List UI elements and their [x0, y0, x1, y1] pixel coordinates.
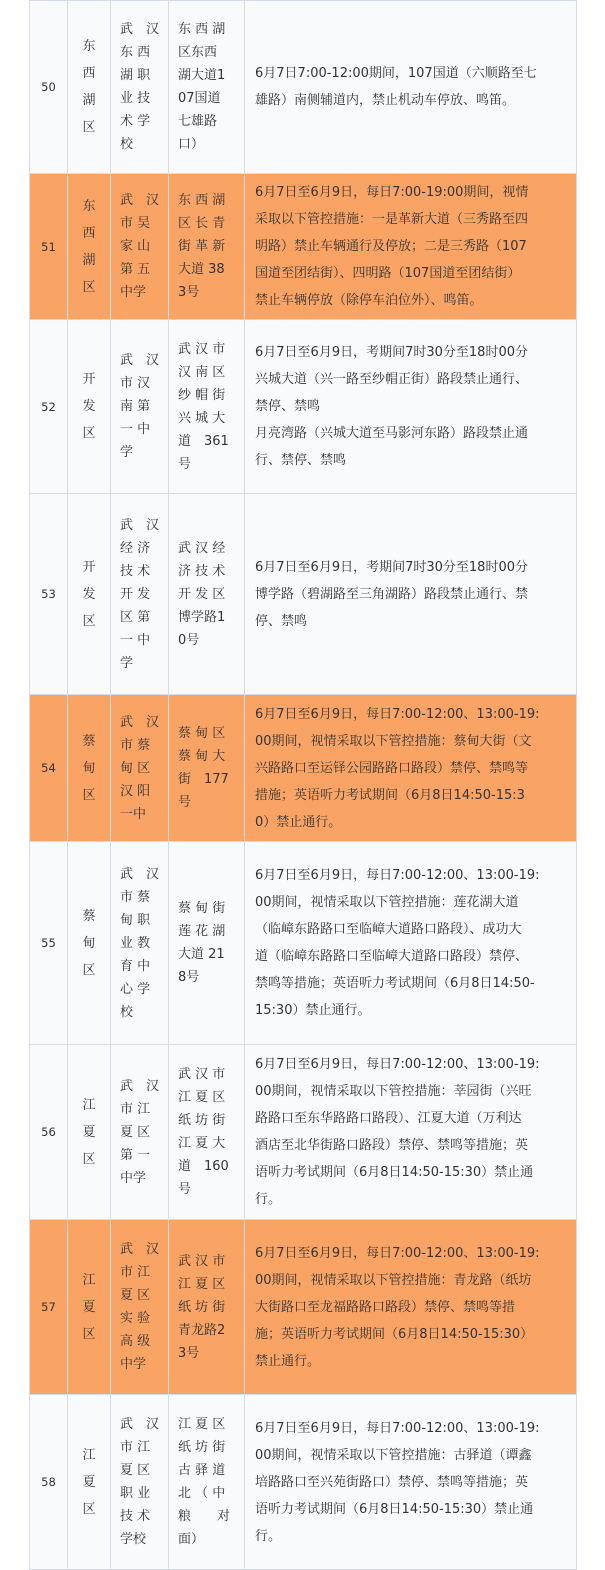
address-cell: 武 汉 市 江 夏 区 纸 坊 街 青龙路2 3号 — [169, 1220, 245, 1395]
address-cell: 蔡 甸 区 蔡 甸 大 街 177 号 — [169, 695, 245, 842]
district-cell: 东 西 湖 区 — [68, 1, 111, 174]
row-number: 53 — [30, 494, 68, 695]
table-row — [30, 494, 577, 695]
address-cell: 东 西 湖 区 长 青 街 革 新 大道 38 3号 — [169, 174, 245, 320]
control-measures-cell: 6月7日至6月9日，每日7:00-12:00、13:00-19: 00期间，视情采取以下管控措施：古驿道（谭鑫 培路路口至兴苑街路口）禁停、禁鸣等措施；英 语听力考试期间（6月8日14:50-15:30）禁止通 行。 — [245, 1395, 577, 1570]
control-measures-cell: 6月7日至6月9日，每日7:00-12:00、13:00-19: 00期间，视情采取以下管控措施：青龙路（纸坊 大街路口至龙福路路口路段）禁停、禁鸣等措 施；英语听力考试期间（6月8日14:50-15:30） 禁止通行。 — [245, 1220, 577, 1395]
address-cell: 武 汉 市 汉 南 区 纱 帽 街 兴 城 大 道 361 号 — [169, 320, 245, 494]
address-cell: 武 汉 经 济 技 术 开 发 区 博学路1 0号 — [169, 494, 245, 695]
row-number: 52 — [30, 320, 68, 494]
school-cell: 武 汉 市 江 夏 区 实 验 高 级 中学 — [111, 1220, 169, 1395]
traffic-control-table — [29, 0, 577, 1570]
district-cell: 东 西 湖 区 — [68, 174, 111, 320]
district-cell: 开 发 区 — [68, 494, 111, 695]
control-measures-cell: 6月7日7:00-12:00期间，107国道（六顺路至七 雄路）南侧辅道内，禁止机动车停放、鸣笛。 — [245, 1, 577, 174]
table-row — [30, 174, 577, 320]
school-cell: 武 汉 市 吴 家 山 第 五 中学 — [111, 174, 169, 320]
control-measures-cell: 6月7日至6月9日，每日7:00-19:00期间，视情 采取以下管控措施：一是革新大道（三秀路至四 明路）禁止车辆通行及停放；二是三秀路（107 国道至团结街）、四明路（107国道至团结街） 禁止车辆停放（除停车泊位外）、鸣笛。 — [245, 174, 577, 320]
row-number: 50 — [30, 1, 68, 174]
address-cell: 东 西 湖 区东西 湖大道1 07国道 七雄路 口） — [169, 1, 245, 174]
row-number: 54 — [30, 695, 68, 842]
address-cell: 武 汉 市 江 夏 区 纸 坊 街 江 夏 大 道 160 号 — [169, 1045, 245, 1220]
control-measures-cell: 6月7日至6月9日，每日7:00-12:00、13:00-19: 00期间，视情采取以下管控措施：蔡甸大街（文 兴路路口至运铎公园路路口路段）禁停、禁鸣等 措施；英语听力考试期间（6月8日14:50-15:3 0）禁止通行。 — [245, 695, 577, 842]
row-number: 51 — [30, 174, 68, 320]
district-cell: 开 发 区 — [68, 320, 111, 494]
address-cell: 江 夏 区 纸 坊 街 古 驿 道 北 （ 中 粮 对 面） — [169, 1395, 245, 1570]
district-cell: 蔡 甸 区 — [68, 842, 111, 1045]
control-measures-cell: 6月7日至6月9日，每日7:00-12:00、13:00-19: 00期间，视情采取以下管控措施：莘园街（兴旺 路路口至东华路路口路段）、江夏大道（万利达 酒店至北华街路口路段）禁停、禁鸣等措施；英 语听力考试期间（6月8日14:50-15:30）禁止通 行。 — [245, 1045, 577, 1220]
control-measures-cell: 6月7日至6月9日，考期间7时30分至18时00分 博学路（碧湖路至三角湖路）路段禁止通行、禁 停、禁鸣 — [245, 494, 577, 695]
control-measures-cell: 6月7日至6月9日，考期间7时30分至18时00分 兴城大道（兴一路至纱帽正街）路段禁止通行、 禁停、禁鸣 月亮湾路（兴城大道至马影河东路）路段禁止通 行、禁停、禁鸣 — [245, 320, 577, 494]
address-cell: 蔡 甸 街 莲 花 湖 大道 21 8号 — [169, 842, 245, 1045]
school-cell: 武 汉 经 济 技 术 开 发 区 第 一 中 学 — [111, 494, 169, 695]
table-row — [30, 1045, 577, 1220]
row-number: 56 — [30, 1045, 68, 1220]
school-cell: 武 汉 市 江 夏 区 职 业 技 术 学校 — [111, 1395, 169, 1570]
school-cell: 武 汉 东 西 湖 职 业 技 术 学 校 — [111, 1, 169, 174]
district-cell: 江 夏 区 — [68, 1220, 111, 1395]
row-number: 55 — [30, 842, 68, 1045]
control-measures-cell: 6月7日至6月9日，每日7:00-12:00、13:00-19: 00期间，视情采取以下管控措施：莲花湖大道 （临嶂东路路口至临嶂大道路口路段）、成功大 道（临嶂东路路口至临嶂大道路口路段）禁停、 禁鸣等措施；英语听力考试期间（6月8日14:50- 15:30）禁止通行。 — [245, 842, 577, 1045]
row-number: 57 — [30, 1220, 68, 1395]
district-cell: 江 夏 区 — [68, 1045, 111, 1220]
district-cell: 江 夏 区 — [68, 1395, 111, 1570]
school-cell: 武 汉 市 蔡 甸 区 汉 阳 一中 — [111, 695, 169, 842]
district-cell: 蔡 甸 区 — [68, 695, 111, 842]
row-number: 58 — [30, 1395, 68, 1570]
school-cell: 武 汉 市 蔡 甸 职 业 教 育 中 心 学 校 — [111, 842, 169, 1045]
table-row — [30, 1395, 577, 1570]
school-cell: 武 汉 市 汉 南 第 一 中 学 — [111, 320, 169, 494]
school-cell: 武 汉 市 江 夏 区 第 一 中学 — [111, 1045, 169, 1220]
table-row — [30, 1220, 577, 1395]
table-row — [30, 695, 577, 842]
table-row — [30, 1, 577, 174]
table-row — [30, 842, 577, 1045]
table-row — [30, 320, 577, 494]
